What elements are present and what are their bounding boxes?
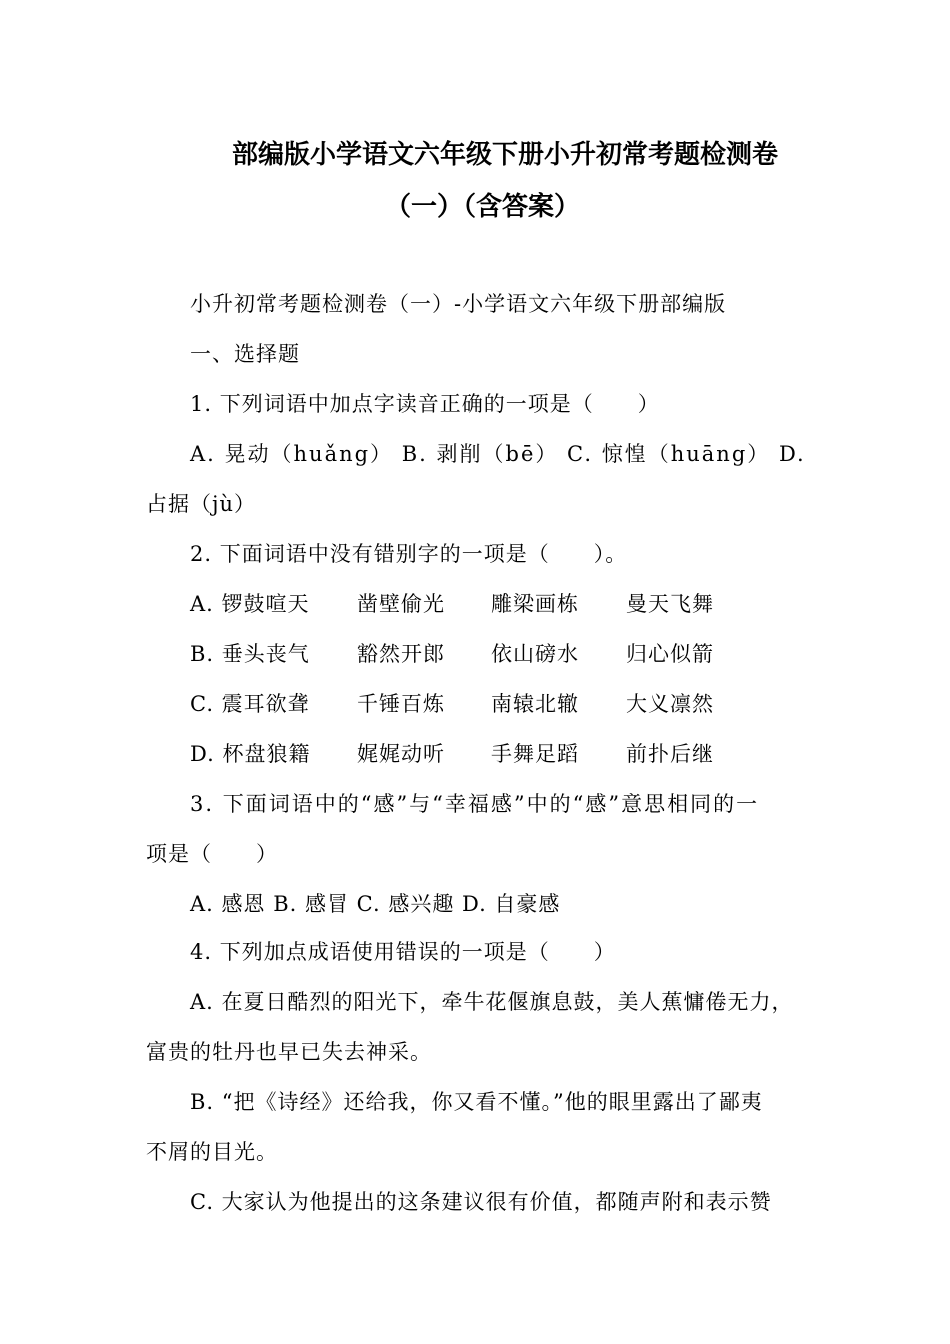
question-1-options: A. 晃动（huǎng） B. 剥削（bē） C. 惊惶（huāng） D. bbox=[190, 442, 806, 466]
question-4-option-b-cont: 不屑的目光。 bbox=[146, 1140, 278, 1164]
question-3-stem: 3. 下面词语中的“感”与“幸福感”中的“感”意思相同的一 bbox=[190, 792, 760, 816]
question-4-option-c: C. 大家认为他提出的这条建议很有价值，都随声附和表示赞 bbox=[190, 1190, 772, 1214]
option-cell: 凿壁偷光 bbox=[357, 592, 445, 616]
option-cell: 雕梁画栋 bbox=[491, 592, 579, 616]
option-cell: C. 震耳欲聋 bbox=[190, 692, 310, 716]
question-4-option-a: A. 在夏日酷烈的阳光下，牵牛花偃旗息鼓，美人蕉慵倦无力， bbox=[190, 990, 794, 1014]
option-cell: 依山磅水 bbox=[491, 642, 579, 666]
question-3-options: A. 感恩 B. 感冒 C. 感兴趣 D. 自豪感 bbox=[190, 892, 561, 916]
question-4-option-b: B. “把《诗经》还给我，你又看不懂。”他的眼里露出了鄙夷 bbox=[190, 1090, 763, 1114]
question-4-stem: 4. 下列加点成语使用错误的一项是（ ） bbox=[190, 940, 616, 964]
document-title-line1: 部编版小学语文六年级下册小升初常考题检测卷 bbox=[232, 140, 779, 170]
option-cell: 南辕北辙 bbox=[491, 692, 579, 716]
question-1-options-cont: 占据（jù） bbox=[146, 492, 257, 516]
question-2-stem: 2. 下面词语中没有错别字的一项是（ ）。 bbox=[190, 542, 628, 566]
option-cell: 大义凛然 bbox=[626, 692, 714, 716]
option-cell: 前扑后继 bbox=[626, 742, 714, 766]
subtitle: 小升初常考题检测卷（一）-小学语文六年级下册部编版 bbox=[190, 292, 727, 316]
option-cell: A. 锣鼓喧天 bbox=[190, 592, 310, 616]
document-title-line2: （一）（含答案） bbox=[385, 192, 581, 222]
option-cell: D. 杯盘狼籍 bbox=[190, 742, 311, 766]
question-4-option-a-cont: 富贵的牡丹也早已失去神采。 bbox=[146, 1040, 432, 1064]
option-cell: 豁然开郎 bbox=[357, 642, 445, 666]
question-3-stem-cont: 项是（ ） bbox=[146, 842, 278, 866]
option-cell: 归心似箭 bbox=[626, 642, 714, 666]
option-cell: 娓娓动听 bbox=[357, 742, 445, 766]
section-heading-choice: 一、选择题 bbox=[190, 342, 300, 366]
question-1-stem: 1. 下列词语中加点字读音正确的一项是（ ） bbox=[190, 392, 660, 416]
option-cell: 手舞足蹈 bbox=[491, 742, 579, 766]
option-cell: 曼天飞舞 bbox=[626, 592, 714, 616]
option-cell: 千锤百炼 bbox=[357, 692, 445, 716]
option-cell: B. 垂头丧气 bbox=[190, 642, 310, 666]
